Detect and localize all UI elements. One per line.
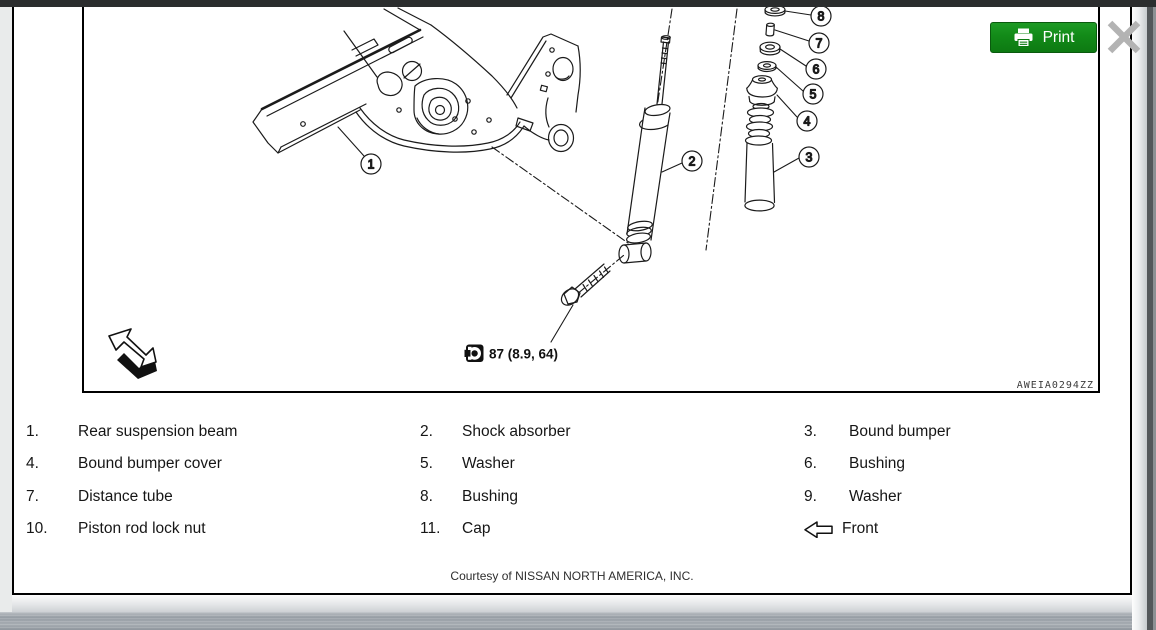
part-label: Bound bumper cover [78,455,222,472]
parts-list-row [14,453,1130,475]
callout-1 [361,154,381,174]
parts-list-row [14,486,1130,508]
washer-5-drawing [758,62,776,72]
bound-bumper-drawing [745,104,775,211]
part-number: 6. [804,455,817,472]
part-label: Washer [462,455,515,472]
front-arrow-icon [804,521,833,538]
svg-text:2: 2 [688,154,696,169]
part-label: Distance tube [78,488,173,505]
svg-text:1: 1 [367,157,375,172]
parts-list-row [14,421,1130,443]
figure-popup [12,7,1132,595]
part-number: 8. [420,488,433,505]
shock-absorber-drawing [619,36,671,263]
distance-tube-drawing [766,23,774,36]
courtesy-line: Courtesy of NISSAN NORTH AMERICA, INC. [450,569,694,583]
part-label: Washer [849,488,902,505]
torque-wrench-icon [465,345,484,363]
part-number: 4. [26,455,39,472]
part-number: 7. [26,488,39,505]
parts-list-row [14,518,1130,540]
callout-2 [682,151,702,171]
close-icon[interactable] [1106,19,1142,55]
callout-8 [811,7,831,26]
part-number: 10. [26,520,48,537]
part-label: Rear suspension beam [78,423,238,440]
part-label: Shock absorber [462,423,571,440]
part-number: 11. [420,520,441,537]
part-number: 1. [26,423,39,440]
part-label: Bushing [849,455,906,472]
callout-7 [809,33,829,53]
part-label: Bushing [462,488,519,505]
part-number: 9. [804,488,817,505]
print-button[interactable] [990,22,1097,53]
part-number: 3. [804,423,817,440]
callout-4 [797,111,817,131]
shock-mounting-bolt-drawing [558,264,610,308]
print-button-label: Print [1042,28,1075,46]
suspension-diagram [84,7,1098,391]
part-number: 2. [420,423,433,440]
horizontal-scrollbar[interactable] [0,612,1147,630]
svg-text:6: 6 [812,62,820,77]
modal-shadow [12,595,1132,612]
svg-text:3: 3 [805,150,813,165]
printer-icon [1013,28,1034,47]
callout-6 [806,59,826,79]
svg-text:4: 4 [803,114,811,129]
part-label: Piston rod lock nut [78,520,206,537]
figure-code: AWEIA0294ZZ [1016,380,1094,391]
vertical-scrollbar[interactable] [1132,7,1147,630]
torque-value: 87 (8.9, 64) [489,346,559,362]
front-label: Front [842,520,879,537]
rear-suspension-beam-drawing [253,8,580,153]
front-indicator [804,518,878,540]
svg-text:5: 5 [809,87,817,102]
svg-text:8: 8 [817,9,825,24]
part-label: Bound bumper [849,423,951,440]
part-label: Cap [462,520,491,537]
torque-spec [465,345,559,363]
front-direction-arrow-icon [109,329,157,379]
bound-bumper-cover-drawing [745,76,779,106]
callout-5 [803,84,823,104]
part-number: 5. [420,455,433,472]
exploded-view-figure [82,7,1100,393]
callout-3 [799,147,819,167]
washer-8-drawing [765,7,785,16]
window-top-edge [0,0,1156,7]
svg-text:7: 7 [815,36,823,51]
bushing-6-drawing [760,42,780,55]
